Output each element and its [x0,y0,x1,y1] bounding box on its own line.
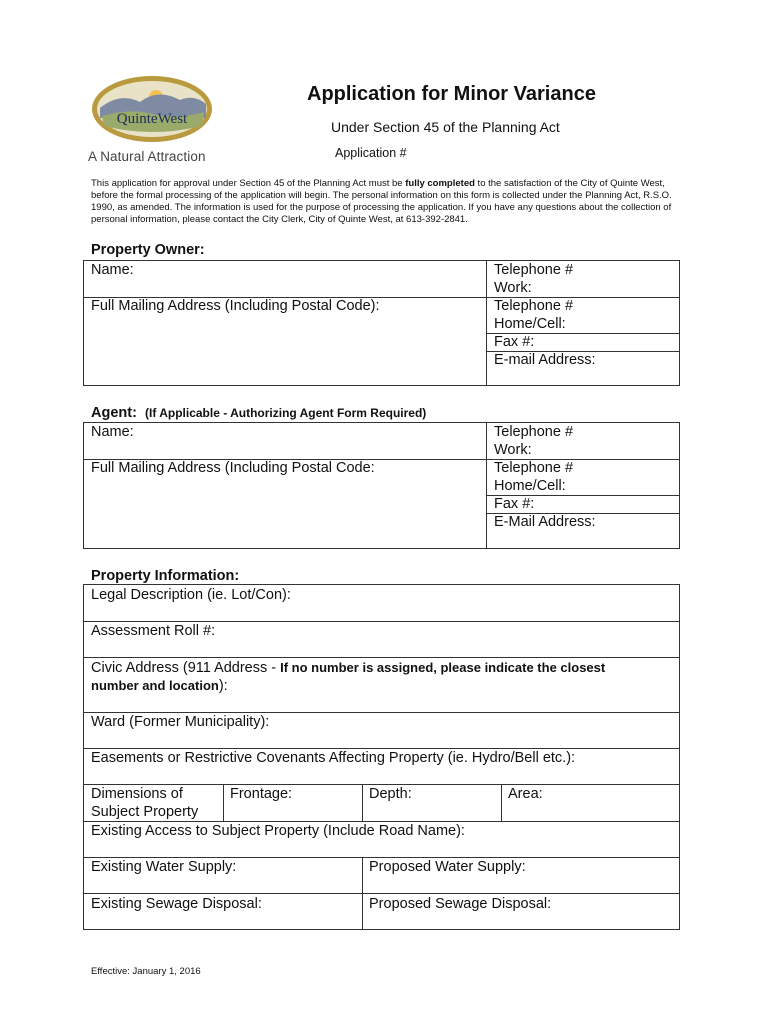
page-title: Application for Minor Variance [307,83,596,105]
owner-fax-field[interactable]: Fax #: [494,334,535,350]
svg-text:QuinteWest: QuinteWest [116,111,188,127]
dimensions-label-line2: Subject Property [91,804,199,820]
page-subtitle: Under Section 45 of the Planning Act [331,119,560,135]
easements-field[interactable]: Easements or Restrictive Covenants Affecting Property (ie. Hydro/Bell etc.): [91,750,576,766]
existing-access-field[interactable]: Existing Access to Subject Property (Include Road Name): [91,823,465,839]
owner-email-field[interactable]: E-mail Address: [494,352,596,368]
effective-date: Effective: January 1, 2016 [91,966,201,977]
owner-name-field[interactable]: Name: [91,262,134,278]
agent-work-phone-field[interactable]: Work: [494,442,532,458]
agent-heading: Agent: (If Applicable - Authorizing Agent Form Required) [91,405,427,421]
quinte-west-logo-icon [90,74,214,144]
agent-home-phone-field[interactable]: Home/Cell: [494,478,566,494]
agent-address-field[interactable]: Full Mailing Address (Including Postal Code: [91,460,375,476]
owner-work-phone-field[interactable]: Work: [494,280,532,296]
existing-water-field[interactable]: Existing Water Supply: [91,859,237,875]
owner-address-field[interactable]: Full Mailing Address (Including Postal Code): [91,298,380,314]
proposed-sewage-field[interactable]: Proposed Sewage Disposal: [369,896,552,912]
assessment-roll-field[interactable]: Assessment Roll #: [91,623,216,639]
ward-field[interactable]: Ward (Former Municipality): [91,714,270,730]
logo-tagline: A Natural Attraction [88,149,206,164]
property-box [83,584,680,930]
agent-tel-home-label: Telephone # [494,460,574,476]
frontage-field[interactable]: Frontage: [230,786,293,802]
city-logo [88,74,216,168]
agent-fax-field[interactable]: Fax #: [494,496,535,512]
owner-home-phone-field[interactable]: Home/Cell: [494,316,566,332]
existing-sewage-field[interactable]: Existing Sewage Disposal: [91,896,262,912]
civic-address-field-line2: number and location): [91,678,228,694]
owner-tel-home-label: Telephone # [494,298,574,314]
legal-description-field[interactable]: Legal Description (ie. Lot/Con): [91,587,291,603]
owner-tel-label: Telephone # [494,262,574,278]
property-heading: Property Information: [91,568,240,584]
depth-field[interactable]: Depth: [369,786,412,802]
agent-tel-label: Telephone # [494,424,574,440]
agent-box [83,422,680,549]
civic-address-field[interactable]: Civic Address (911 Address - If no number is assigned, please indicate the closest [91,660,606,676]
intro-paragraph: This application for approval under Section 45 of the Planning Act must be fully completed to the satisfaction of the City of Quinte West, before the formal processing of the application will begin. The personal information on this form is collected under the Planning Act, R.S.O. 1990, as amended. The information is used for the purpose of processing the application. If you have any questions about the collection of personal information, please contact the City Clerk, City of Quinte West, at 613-392-2841. [91,178,672,225]
agent-email-field[interactable]: E-Mail Address: [494,514,596,530]
proposed-water-field[interactable]: Proposed Water Supply: [369,859,526,875]
application-number-label: Application # [335,146,407,160]
agent-name-field[interactable]: Name: [91,424,134,440]
dimensions-label: Dimensions of [91,786,183,802]
owner-heading: Property Owner: [91,242,205,258]
owner-box [83,260,680,386]
area-field[interactable]: Area: [508,786,543,802]
